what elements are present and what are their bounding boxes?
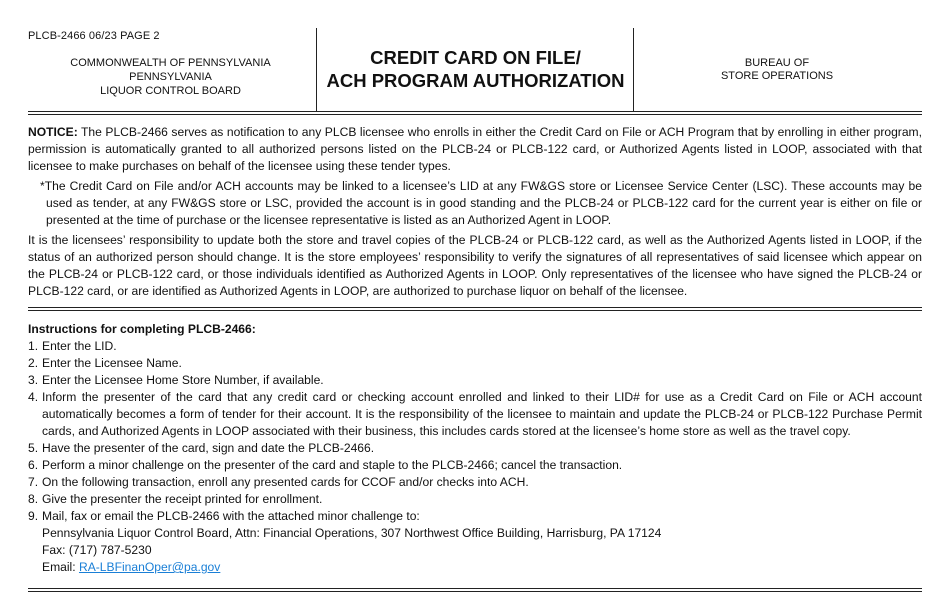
agency-line-1: COMMONWEALTH OF PENNSYLVANIA	[70, 57, 271, 69]
list-item	[28, 355, 922, 372]
notice-paragraph	[28, 124, 922, 175]
email-label: Email:	[42, 560, 76, 574]
list-item	[28, 457, 922, 474]
agency-block	[28, 56, 313, 98]
notice-label: NOTICE:	[28, 125, 78, 139]
step-number: 2.	[28, 356, 39, 370]
notice-footnote: *The Credit Card on File and/or ACH accounts may be linked to a licensee’s LID at any FW&GS store or Licensee Service Center (LSC). These accounts may be used as tender, at any FW&GS store or LSC, provided the account is in good standing and the PLCB-24 or PLCB-122 card for the current year is either on file or presented at the time of purchase or the licensee representative is listed as an Authorized Agent in LOOP.	[40, 179, 922, 227]
bureau-line-1: BUREAU OF	[744, 57, 810, 69]
page-title	[318, 46, 633, 92]
step-text: Enter the LID.	[42, 339, 117, 353]
list-item	[28, 474, 922, 491]
step-text: Perform a minor challenge on the presenter of the card and staple to the PLCB-2466; cancel the transaction.	[42, 458, 623, 472]
footer-rule	[28, 588, 922, 592]
step-number: 7.	[28, 475, 39, 489]
notice-text: The PLCB-2466 serves as notification to any PLCB licensee who enrolls in either the Credit Card on File or ACH Program that by enrolling in either program, permission is automatically granted to all authorized persons listed on the PLCB-24 or PLCB-122 card, or Authorized Agents listed in LOOP, associated with that licensee to make purchases on behalf of the licensee using these tender types.	[28, 125, 922, 173]
list-item	[28, 389, 922, 440]
header-divider-left	[316, 28, 317, 112]
agency-line-2: PENNSYLVANIA	[129, 71, 212, 83]
step-number: 3.	[28, 373, 39, 387]
step-number: 4.	[28, 390, 39, 404]
list-item	[28, 508, 922, 525]
email-line	[28, 559, 922, 576]
step-number: 5.	[28, 441, 39, 455]
list-item	[28, 491, 922, 508]
step-text: Have the presenter of the card, sign and date the PLCB-2466.	[42, 441, 375, 455]
step-number: 1.	[28, 339, 39, 353]
step-number: 8.	[28, 492, 39, 506]
list-item	[28, 440, 922, 457]
bureau-block	[636, 57, 918, 83]
step-number: 9.	[28, 509, 39, 523]
step-text: Give the presenter the receipt printed for enrollment.	[42, 492, 323, 506]
step-text: Enter the Licensee Name.	[42, 356, 182, 370]
mailing-address: Pennsylvania Liquor Control Board, Attn: Financial Operations, 307 Northwest Office Building, Harrisburg, PA 17124	[42, 526, 662, 540]
step-text: Enter the Licensee Home Store Number, if available.	[42, 373, 324, 387]
section-rule	[28, 307, 922, 311]
instructions-section	[28, 321, 922, 576]
step-text: Mail, fax or email the PLCB-2466 with the attached minor challenge to:	[42, 509, 420, 523]
title-line-2: ACH PROGRAM AUTHORIZATION	[326, 70, 625, 91]
step-number: 6.	[28, 458, 39, 472]
instructions-title: Instructions for completing PLCB-2466:	[28, 322, 256, 336]
form-id: PLCB-2466 06/23 PAGE 2	[28, 30, 160, 42]
header-divider-right	[633, 28, 634, 112]
email-link[interactable]: RA-LBFinanOper@pa.gov	[78, 560, 221, 574]
list-item	[28, 372, 922, 389]
title-line-1: CREDIT CARD ON FILE/	[370, 47, 581, 68]
step-text: Inform the presenter of the card that any credit card or checking account enrolled and linked to their LID# for use as a Credit Card on File or ACH account automatically becomes a form of tender for their account. It is the responsibility of the licensee to maintain and update the PLCB-24 or PLCB-122 Purchase Permit cards, and Authorized Agents in LOOP associated with their business, this includes cards stored at the licensee’s home store as well as the travel copy.	[42, 390, 922, 438]
list-item	[28, 338, 922, 355]
step-text: On the following transaction, enroll any presented cards for CCOF and/or checks into ACH.	[42, 475, 529, 489]
bureau-line-2: STORE OPERATIONS	[720, 70, 834, 82]
responsibility-paragraph: It is the licensees’ responsibility to update both the store and travel copies of the PLCB-24 or PLCB-122 card, as well as the Authorized Agents listed in LOOP, if the status of an authorized person should change. It is the store employees’ responsibility to verify the signatures of all representatives of said licensee which appear on the PLCB-24 or PLCB-122 card, or those individuals identified as Authorized Agents in LOOP. Only representatives of the licensee who have signed the PLCB-24 or PLCB-122 card, or are identified as Authorized Agents in LOOP, are authorized to purchase liquor on behalf of the licensee.	[28, 233, 922, 298]
fax-number: Fax: (717) 787-5230	[42, 543, 152, 557]
agency-line-3: LIQUOR CONTROL BOARD	[100, 85, 241, 97]
header-rule	[28, 111, 922, 115]
